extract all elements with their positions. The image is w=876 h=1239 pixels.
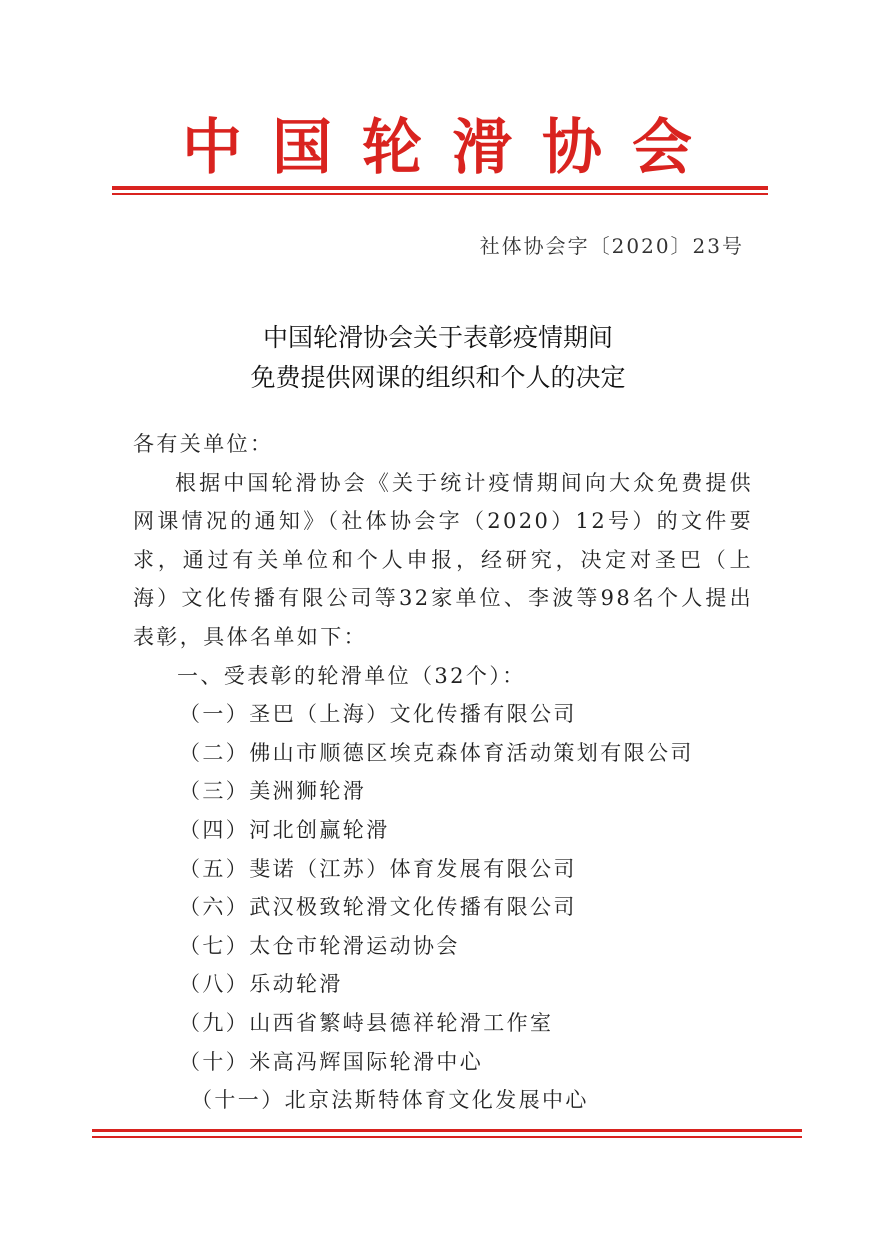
document-body — [133, 425, 753, 1120]
list-item: （二）佛山市顺德区埃克森体育活动策划有限公司 — [179, 740, 694, 765]
document-number: 社体协会字〔2020〕23号 — [479, 234, 744, 258]
list-item: （十）米高冯辉国际轮滑中心 — [179, 1049, 484, 1074]
section-heading-units: 一、受表彰的轮滑单位（32个）： — [177, 663, 526, 688]
body-paragraph: 根据中国轮滑协会《关于统计疫情期间向大众免费提供网课情况的通知》（社体协会字（2020）12号）的文件要求，通过有关单位和个人申报，经研究，决定对圣巴（上海）文化传播有限公司等32家单位、李波等98名个人提出表彰，具体名单如下： — [133, 470, 753, 649]
list-item: （七）太仓市轮滑运动协会 — [179, 933, 460, 958]
list-item: （一）圣巴（上海）文化传播有限公司 — [179, 702, 577, 727]
footer-rule-thin — [92, 1136, 802, 1138]
letterhead-rule-thick — [112, 186, 768, 190]
list-item: （三）美洲狮轮滑 — [179, 779, 367, 804]
awarded-units-list — [133, 695, 753, 1120]
document-title-line-2: 免费提供网课的组织和个人的决定 — [250, 363, 626, 392]
salutation: 各有关单位： — [133, 432, 274, 456]
footer-rule-thick — [92, 1129, 802, 1132]
list-item: （四）河北创赢轮滑 — [179, 817, 390, 842]
document-title-line-1: 中国轮滑协会关于表彰疫情期间 — [262, 323, 613, 352]
list-item: （八）乐动轮滑 — [179, 972, 343, 997]
list-item: （五）斐诺（江苏）体育发展有限公司 — [179, 856, 577, 881]
list-item: （九）山西省繁峙县德祥轮滑工作室 — [179, 1010, 554, 1035]
letterhead-rule-thin — [112, 193, 768, 195]
letterhead-org-name: 中国轮滑协会 — [182, 113, 722, 183]
list-item: （六）武汉极致轮滑文化传播有限公司 — [179, 895, 577, 920]
list-item: （十一）北京法斯特体育文化发展中心 — [191, 1088, 589, 1113]
